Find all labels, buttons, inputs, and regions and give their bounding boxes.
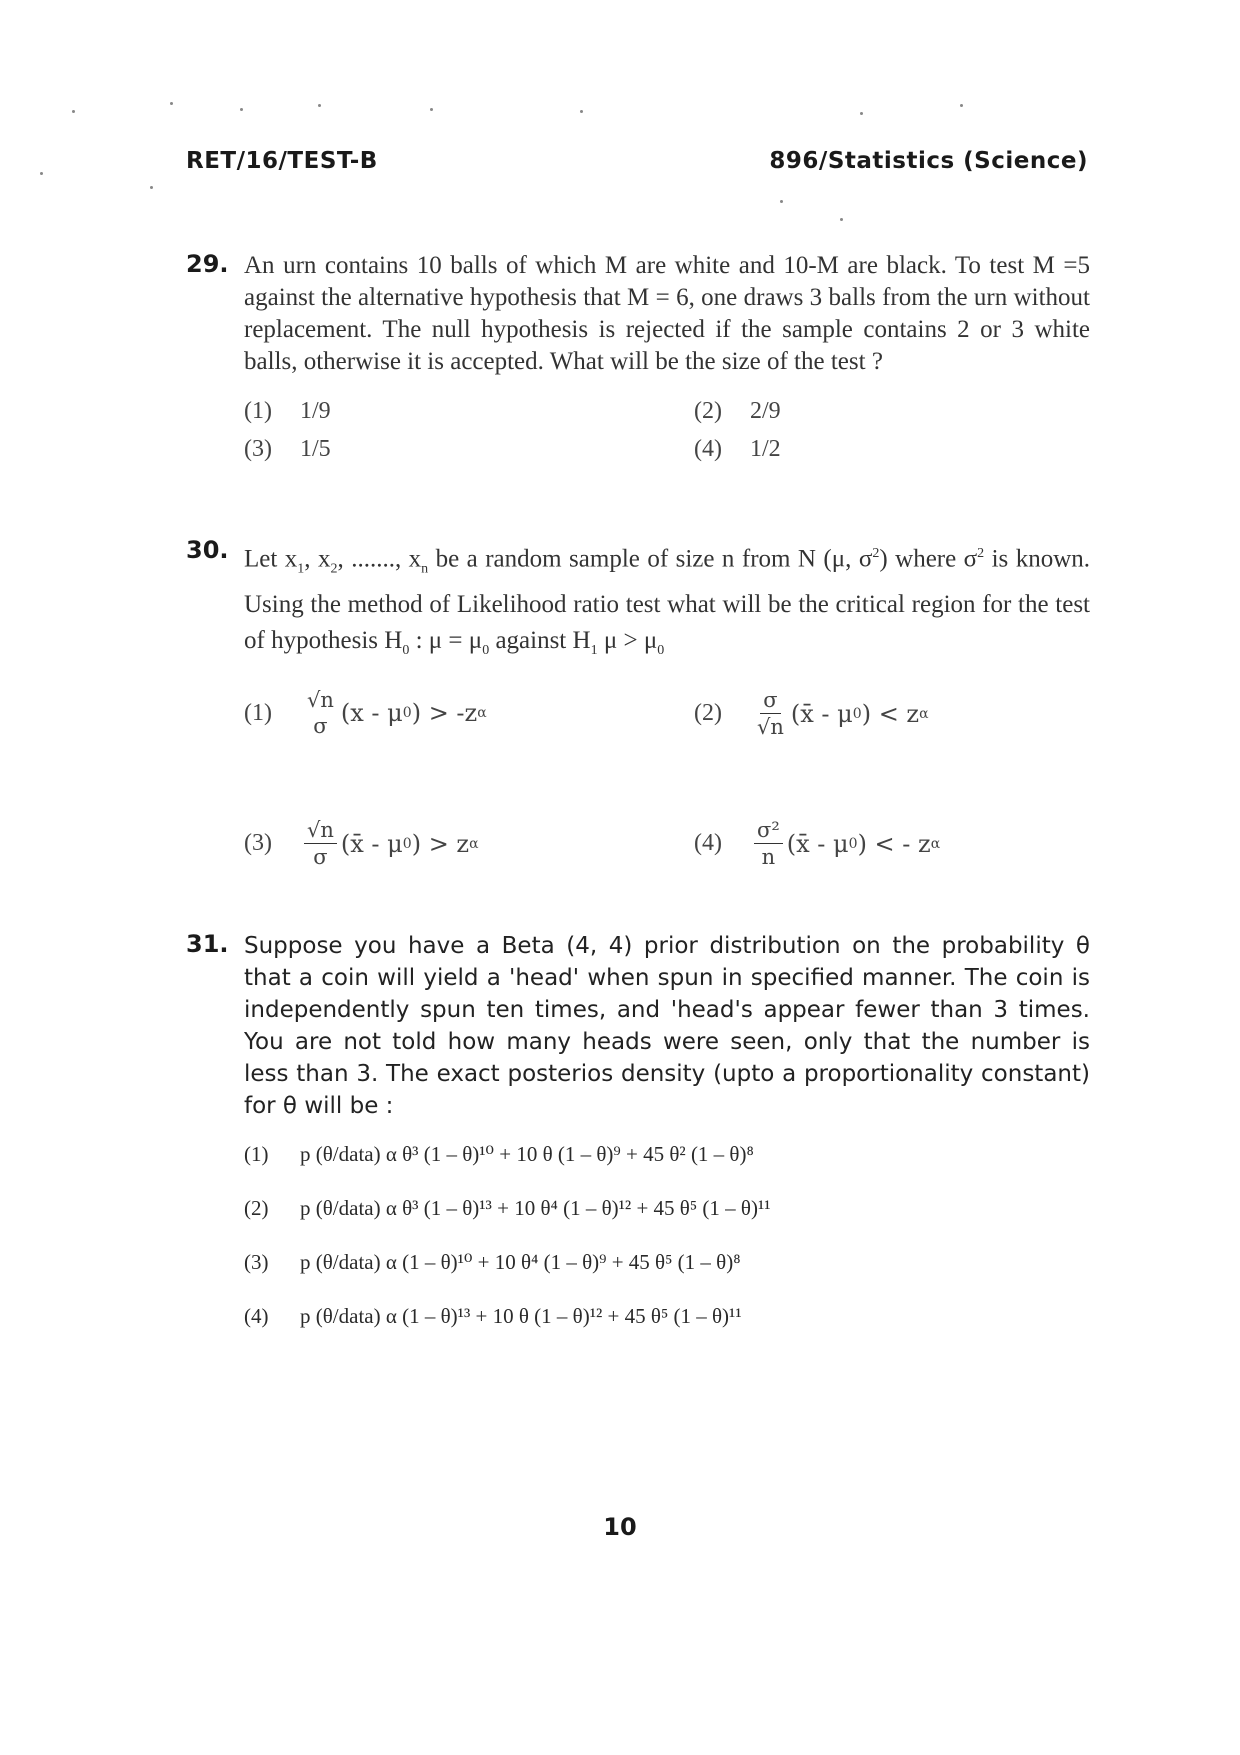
option-4[interactable] <box>244 1304 742 1329</box>
option-number: (2) <box>694 398 722 424</box>
option-number: (1) <box>244 398 272 424</box>
subject-header: 896/Statistics (Science) <box>769 148 1088 174</box>
option-4[interactable] <box>694 817 940 870</box>
question-30 <box>186 536 1090 909</box>
option-text: 1/5 <box>300 436 331 462</box>
option-formula: √n σ (x - μ 0 ) > -z α <box>307 688 487 739</box>
exam-code-header: RET/16/TEST-B <box>186 148 378 174</box>
scan-speck <box>72 110 75 113</box>
scan-speck <box>150 186 153 189</box>
scan-speck <box>240 108 243 111</box>
option-text: 1/9 <box>300 398 331 424</box>
option-1[interactable] <box>244 398 331 425</box>
option-4[interactable] <box>694 436 781 463</box>
option-number: (2) <box>694 700 722 727</box>
option-2[interactable] <box>694 687 929 740</box>
option-text: p (θ/data) α θ³ (1 – θ)¹³ + 10 θ⁴ (1 – θ)¹² + 45 θ⁵ (1 – θ)¹¹ <box>300 1196 771 1220</box>
option-3[interactable] <box>244 1250 741 1275</box>
option-number: (1) <box>244 1142 269 1166</box>
option-text: p (θ/data) α θ³ (1 – θ)¹⁰ + 10 θ (1 – θ)⁹ + 45 θ² (1 – θ)⁸ <box>300 1142 754 1166</box>
option-1[interactable] <box>244 687 487 739</box>
question-number: 31. <box>186 930 229 958</box>
option-number: (3) <box>244 436 272 462</box>
option-text: 2/9 <box>750 398 781 424</box>
option-formula: $\frac{√n}{\sigma}$ (x̄ - μ 0 ) > z α <box>300 817 479 870</box>
question-number: 30. <box>186 536 229 564</box>
question-text: An urn contains 10 balls of which M are white and 10-M are black. To test M =5 against the alternative hypothesis that M = 6, one draws 3 balls from the urn without replacement. The null hypothesis is rejected if the sample contains 2 or 3 white balls, otherwise it is accepted. What will be the size of the test ? <box>244 252 1090 375</box>
option-number: (3) <box>244 830 272 857</box>
scan-speck <box>40 172 43 175</box>
option-3[interactable] <box>244 817 479 870</box>
scan-speck <box>960 104 963 107</box>
options <box>244 378 1090 468</box>
option-formula: $\frac{\sigma}{√n}$ (x̄ - μ 0 ) < z α <box>757 688 929 740</box>
scan-speck <box>780 200 783 203</box>
options <box>244 1122 1090 1352</box>
option-text: p (θ/data) α (1 – θ)¹⁰ + 10 θ⁴ (1 – θ)⁹ + 45 θ⁵ (1 – θ)⁸ <box>300 1250 741 1274</box>
scan-speck <box>318 104 321 107</box>
question-number: 29. <box>186 250 229 278</box>
scan-speck <box>170 102 173 105</box>
question-text: Let $x_1$, $x_2$, ......., $x_n$ be a random sample of size n from N (μ, $\sigma^2$) where $\sigma^2$ is known. Using the method of Likelihood ratio test what will be the critical region for the test of hypothesis $H_0$ : $\mu = \mu_0$ against $H_1$ $\mu > \mu_0$ <box>244 545 1091 659</box>
option-3[interactable] <box>244 436 331 463</box>
option-2[interactable] <box>244 1196 771 1221</box>
option-text: 1/2 <box>750 436 781 462</box>
option-number: (4) <box>244 1304 269 1328</box>
option-2[interactable] <box>694 398 781 425</box>
scan-speck <box>580 110 583 113</box>
option-number: (1) <box>244 699 272 726</box>
options <box>244 669 1090 909</box>
option-formula: $\frac{\text{σ²}}{n}$ (x̄ - μ 0 ) < - z α <box>750 817 940 870</box>
scan-speck <box>840 218 843 221</box>
option-number: (4) <box>694 436 722 462</box>
scan-speck <box>430 108 433 111</box>
question-29 <box>186 250 1090 468</box>
scan-speck <box>860 112 863 115</box>
option-number: (2) <box>244 1196 269 1220</box>
page-number: 10 <box>603 1513 637 1541</box>
option-1[interactable] <box>244 1142 754 1167</box>
question-31 <box>186 930 1090 1352</box>
option-text: p (θ/data) α (1 – θ)¹³ + 10 θ (1 – θ)¹² + 45 θ⁵ (1 – θ)¹¹ <box>300 1304 742 1328</box>
question-text: Suppose you have a Beta (4, 4) prior distribution on the probability θ that a coin will yield a 'head' when spun in specified manner. The coin is independently spun ten times, and 'head's appear fewer than 3 times. You are not told how many heads were seen, only that the number is less than 3. The exact posterios density (upto a proportionality constant) for θ will be : <box>244 933 1090 1119</box>
option-number: (4) <box>694 830 722 857</box>
option-number: (3) <box>244 1250 269 1274</box>
